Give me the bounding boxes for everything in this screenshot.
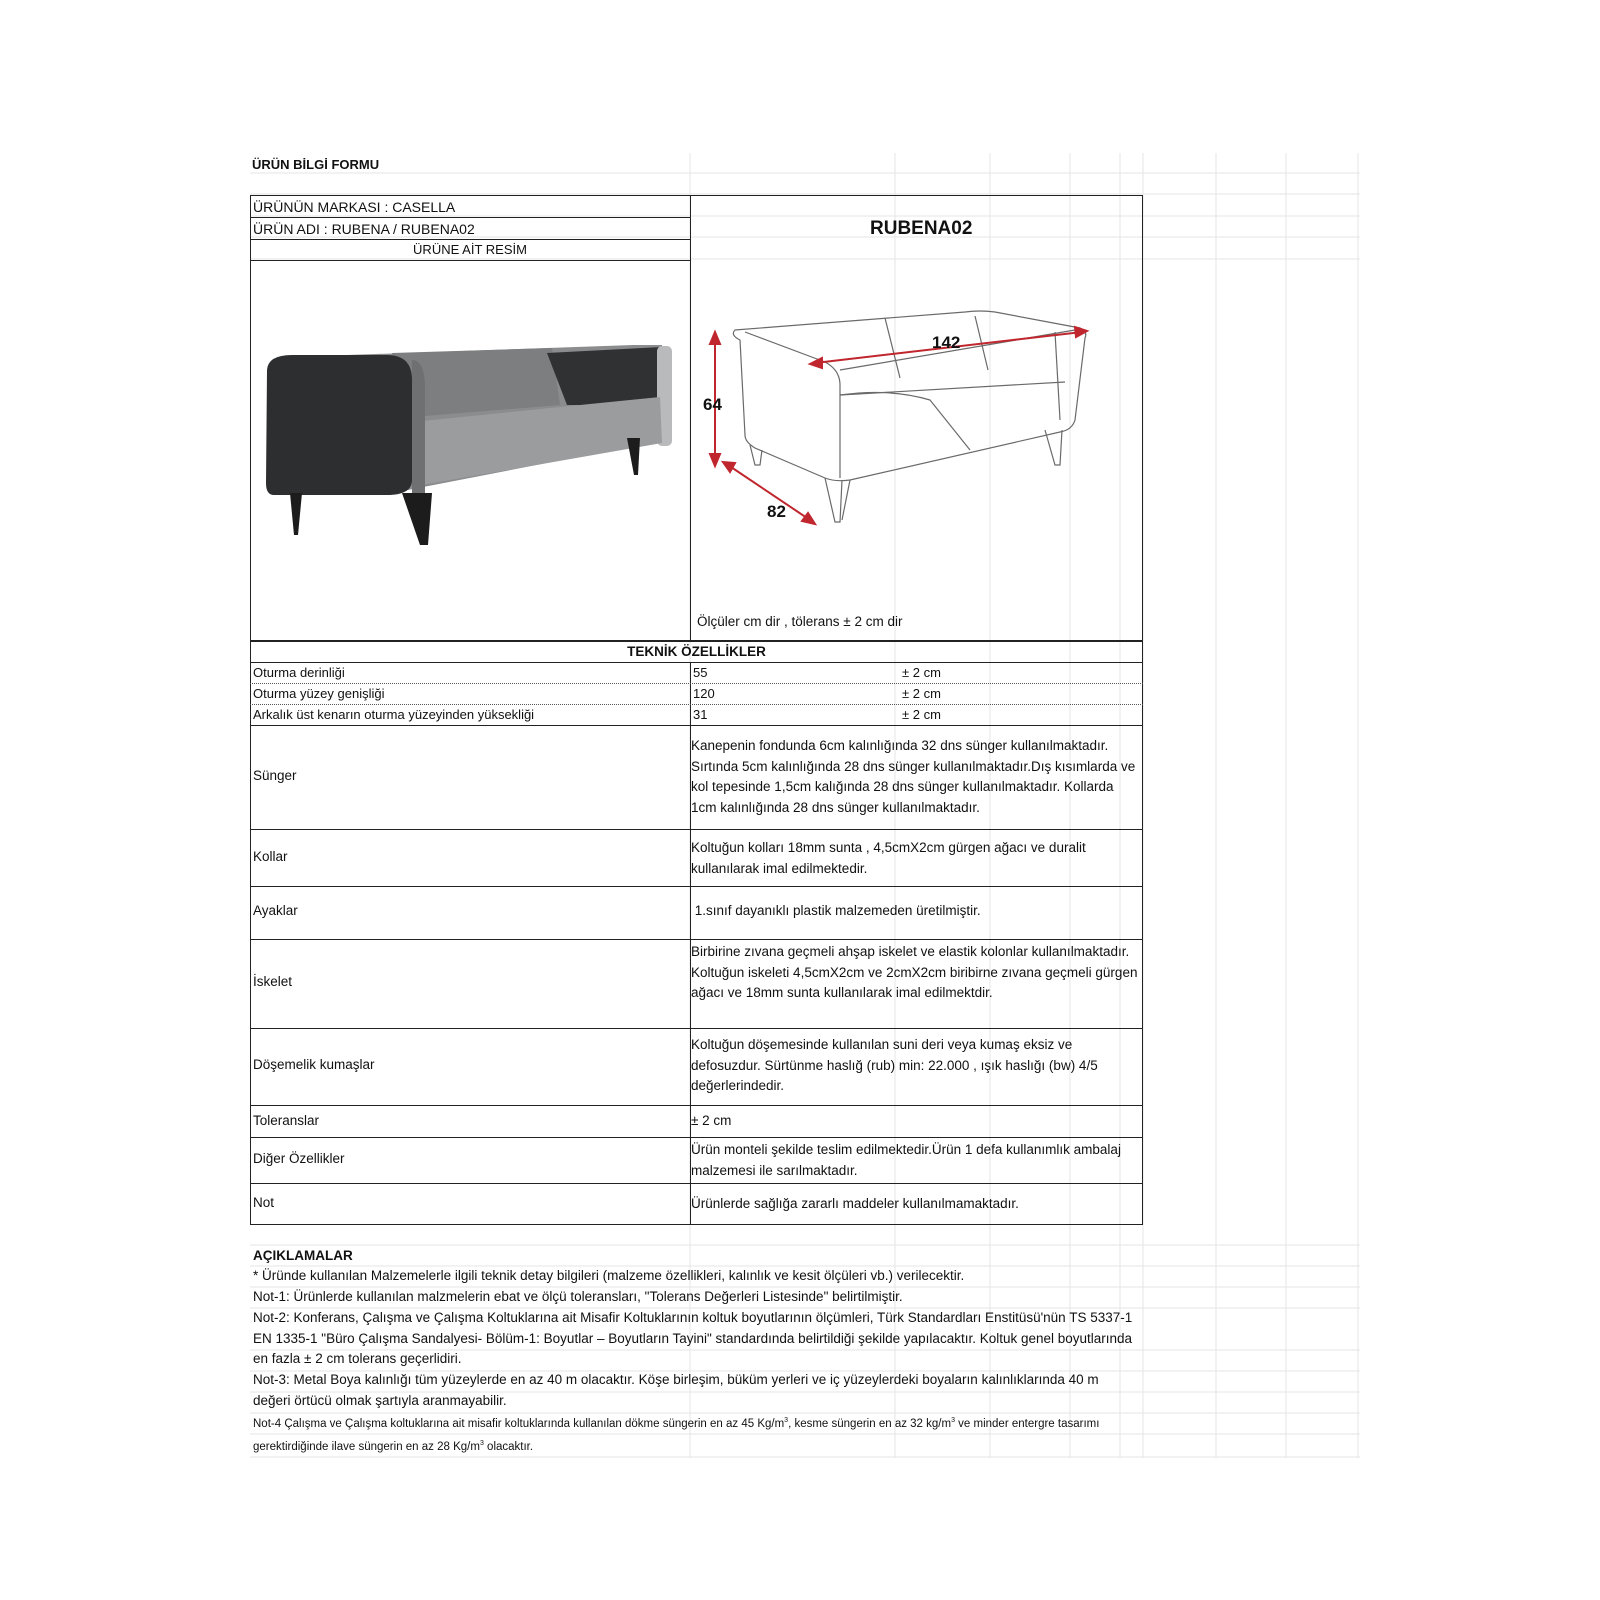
form-title: ÜRÜN BİLGİ FORMU	[252, 157, 380, 172]
note-2: Not-2: Konferans, Çalışma ve Çalışma Koltuklarına ait Misafir Koltuklarının koltuk boyutlarının ölçümleri, Türk Standardları Enstitüsü'nün TS 5337-1 EN 1335-1 "Büro Çalışma Sandalyesi- Bölüm-1: Boyutlar – Boyutların Tayini" standardında belirtildiği şekilde yapılacaktır. Koltuk genel boyutlarında en fazla ± 2 cm tolerans geçerlidiri.	[253, 1310, 1133, 1366]
spec-text-sunger: Kanepenin fondunda 6cm kalınlığında 32 dns sünger kullanılmaktadır. Sırtında 5cm kalınlığında 28 dns sünger kullanılmaktadır.Dış kısımlarda ve kol tepesinde 1,5cm kalığında 28 dns sünger kullanılmaktadır. Kollarda 1cm kalınlığında 28 dns sünger kullanılmaktadır.	[691, 738, 1136, 815]
measure-label: Oturma yüzey genişliği	[253, 686, 385, 701]
dimension-depth: 82	[767, 502, 786, 521]
spec-text-diger: Ürün monteli şekilde teslim edilmektedir.Ürün 1 defa kullanımlık ambalaj malzemesi ile sarılmaktadır.	[691, 1142, 1121, 1178]
spec-label-ayaklar: Ayaklar	[253, 903, 298, 918]
brand-label: ÜRÜNÜN MARKASI : CASELLA	[253, 199, 456, 215]
spec-text-toleranslar: ± 2 cm	[691, 1113, 732, 1128]
sofa-photo	[262, 345, 672, 555]
note-1: Not-1: Ürünlerde kullanılan malzmelerin ebat ve ölçü toleransları, "Tolerans Değerleri Listesinde" belirtilmiştir.	[253, 1289, 903, 1304]
spec-label-iskelet: İskelet	[253, 974, 293, 989]
spec-text-not: Ürünlerde sağlığa zararlı maddeler kullanılmamaktadır.	[691, 1196, 1019, 1211]
note-4-part-a: Not-4 Çalışma ve Çalışma koltuklarına ait misafir koltuklarında kullanılan dökme süngerin en az 45 Kg/m	[253, 1417, 785, 1430]
measure-tolerance: ± 2 cm	[902, 686, 941, 701]
spec-label-not: Not	[253, 1195, 275, 1210]
measure-label: Arkalık üst kenarın oturma yüzeyinden yüksekliği	[253, 707, 535, 722]
note-4	[253, 1411, 1138, 1457]
spec-label-kollar: Kollar	[253, 849, 288, 864]
measure-value: 55	[693, 665, 708, 680]
product-name-label: ÜRÜN ADI : RUBENA / RUBENA02	[253, 221, 475, 237]
measure-label: Oturma derinliği	[253, 665, 345, 680]
spec-label-sunger: Sünger	[253, 768, 297, 783]
measure-value: 31	[693, 707, 708, 722]
note-star: * Üründe kullanılan Malzemelerle ilgili teknik detay bilgileri (malzeme özellikleri, kalınlık ve kesit ölçüleri vb.) verilecektir.	[253, 1268, 965, 1283]
note-4-part-b: , kesme süngerin en az 32 kg/m	[788, 1417, 952, 1430]
spec-label-toleranslar: Toleranslar	[253, 1113, 320, 1128]
drawing-title: RUBENA02	[870, 218, 973, 239]
note-4-part-d: olacaktır.	[483, 1440, 534, 1453]
measure-value: 120	[693, 686, 715, 701]
dimension-height: 64	[703, 395, 722, 414]
note-4-sup: 3	[479, 1439, 484, 1447]
spec-text-ayaklar: 1.sınıf dayanıklı plastik malzemeden üretilmiştir.	[691, 903, 981, 918]
spec-text-dosemelik: Koltuğun döşemesinde kullanılan suni deri veya kumaş eksiz ve defosuzdur. Sürtünme haslığ (rub) min: 22.000 , ışık haslığı (bw) 4/5 değerlerindedir.	[691, 1037, 1098, 1093]
sofa-dimension-drawing	[690, 300, 1110, 540]
note-3: Not-3: Metal Boya kalınlığı tüm yüzeylerde en az 40 m olacaktır. Köşe birleşim, büküm yerleri ve iç yüzeylerdeki boyaların kalınlıklarında 40 m değeri örtücü olmak şartıyla aranmayabilir.	[253, 1372, 1099, 1408]
spec-text-iskelet: Birbirine zıvana geçmeli ahşap iskelet ve elastik kolonlar kullanılmaktadır. Koltuğun iskeleti 4,5cmX2cm ve 2cmX2cm biribirne zıvana geçmeli gürgen ağacı ve 18mm sunta kullanılarak imal edilmektdir.	[691, 944, 1138, 1000]
spec-label-dosemelik: Döşemelik kumaşlar	[253, 1057, 375, 1072]
tech-heading: TEKNİK ÖZELLİKLER	[627, 644, 766, 659]
dimension-width: 142	[932, 333, 961, 352]
note-4-sup: 3	[951, 1417, 955, 1424]
note-4-sup: 3	[784, 1417, 789, 1424]
dimension-note: Ölçüler cm dir , tölerans ± 2 cm dir	[697, 614, 903, 629]
note-4-part-c: ve minder entergre tasarımı gerektirdiğinde ilave süngerin en az 28 Kg/m	[253, 1417, 1100, 1453]
spec-text-kollar: Koltuğun kolları 18mm sunta , 4,5cmX2cm gürgen ağacı ve duralit kullanılarak imal edilmektedir.	[691, 840, 1086, 876]
notes-heading: AÇIKLAMALAR	[253, 1248, 353, 1263]
image-caption: ÜRÜNE AİT RESİM	[413, 242, 527, 257]
measure-tolerance: ± 2 cm	[902, 707, 941, 722]
spec-label-diger: Diğer Özellikler	[253, 1151, 345, 1166]
measure-tolerance: ± 2 cm	[902, 665, 941, 680]
